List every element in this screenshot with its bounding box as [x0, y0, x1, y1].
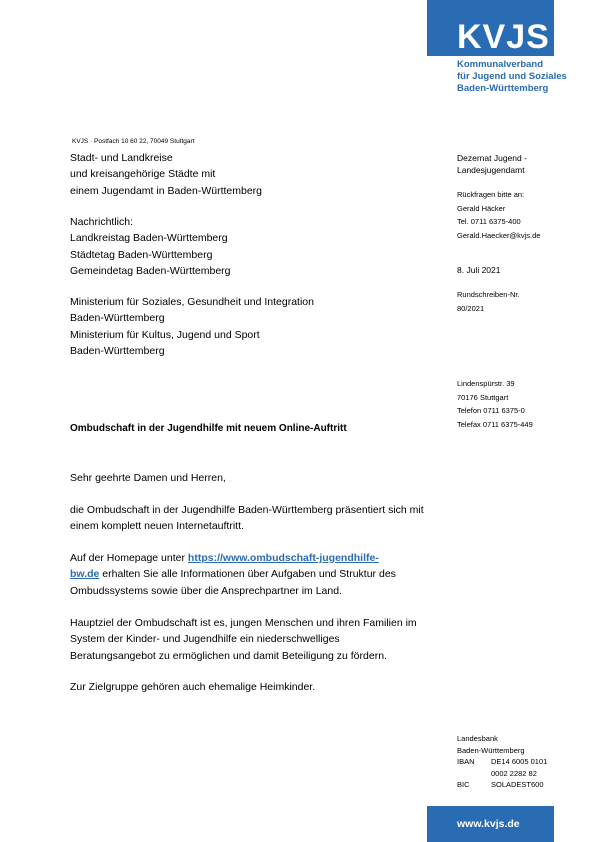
circular-label: Rundschreiben-Nr.: [457, 290, 520, 299]
logo-line: Baden-Württemberg: [457, 83, 549, 94]
recipient-line: Gemeindetag Baden-Württemberg: [70, 264, 231, 277]
recipient-block-cc: [70, 214, 231, 279]
bic-row: [457, 779, 547, 791]
paragraph-4: [70, 679, 450, 695]
letter-subject: Ombudschaft in der Jugendhilfe mit neuem Online-Auftritt: [70, 423, 347, 434]
paragraph-3: [70, 615, 450, 664]
paragraph-line: System der Kinder- und Jugendhilfe ein niederschwelliges: [70, 633, 340, 646]
iban-value: DE14 6005 0101: [491, 757, 548, 766]
contact-line: Rückfragen bitte an:: [457, 190, 525, 199]
homepage-link[interactable]: https://www.ombudschaft-jugendhilfe-: [187, 552, 379, 564]
contact-info: [457, 188, 540, 242]
bank-name: Landesbank: [457, 734, 498, 743]
address-line: Lindenspürstr. 39: [457, 379, 515, 388]
letter-date: 8. Juli 2021: [457, 265, 501, 275]
recipient-line: einem Jugendamt in Baden-Württemberg: [70, 184, 263, 197]
contact-line: Tel. 0711 6375-400: [457, 217, 521, 226]
recipient-line: Landkreistag Baden-Württemberg: [70, 232, 228, 245]
recipient-line: und kreisangehörige Städte mit: [70, 168, 216, 181]
contact-email[interactable]: Gerald.Haecker@kvjs.de: [457, 230, 541, 240]
address-line: Telefon 0711 6375-0: [457, 406, 525, 415]
department-line: Dezernat Jugend -: [457, 153, 527, 163]
logo-mark: KVJS: [457, 18, 550, 56]
paragraph-line: Ombudssystems sowie über die Ansprechpartner im Land.: [70, 584, 342, 597]
bic-label: BIC: [457, 780, 470, 789]
footer-banner: [427, 806, 554, 842]
spacer: [457, 768, 491, 780]
circular-number: [457, 288, 520, 315]
paragraph-line: [70, 566, 450, 582]
paragraph-text: Auf der Homepage unter: [70, 552, 188, 564]
logo-line: für Jugend und Soziales: [457, 71, 567, 82]
recipient-block-ministries: [70, 294, 314, 359]
paragraph-1: [70, 502, 450, 535]
paragraph-line: Beratungsangebot zu ermöglichen und damit Beteiligung zu fördern.: [70, 649, 387, 662]
paragraph-line: die Ombudschaft in der Jugendhilfe Baden-Württemberg präsentiert sich mit: [70, 504, 424, 516]
paragraph-2: [70, 550, 450, 599]
paragraph-line: Hauptziel der Ombudschaft ist es, jungen Menschen und ihren Familien im: [70, 617, 417, 629]
recipient-line: Stadt- und Landkreise: [70, 152, 173, 164]
salutation-text: Sehr geehrte Damen und Herren,: [70, 472, 226, 484]
homepage-link-cont[interactable]: bw.de: [70, 568, 100, 581]
recipient-line: Ministerium für Soziales, Gesundheit und Integration: [70, 296, 314, 308]
recipient-line: Baden-Württemberg: [70, 312, 165, 325]
iban-label: IBAN: [457, 757, 475, 766]
logo-line: Kommunalverband: [457, 59, 544, 70]
recipient-line: Städtetag Baden-Württemberg: [70, 248, 213, 261]
department-line: Landesjugendamt: [457, 165, 525, 175]
footer-url[interactable]: www.kvjs.de: [457, 818, 520, 830]
iban-row: [457, 756, 547, 768]
recipient-line: Baden-Württemberg: [70, 344, 165, 357]
recipient-line: Ministerium für Kultus, Jugend und Sport: [70, 328, 260, 341]
paragraph-line: Zur Zielgruppe gehören auch ehemalige Heimkinder.: [70, 681, 316, 693]
address-line: 70176 Stuttgart: [457, 392, 509, 402]
salutation: [70, 470, 450, 486]
paragraph-line: [70, 550, 450, 566]
sender-return-address: KVJS · Postfach 10 60 22, 70049 Stuttgart: [72, 138, 195, 145]
address-line: Telefax 0711 6375-449: [457, 419, 533, 429]
kvjs-logo: [427, 0, 554, 56]
bank-details: [457, 733, 547, 791]
circular-value: 80/2021: [457, 303, 485, 313]
recipient-block-main: [70, 150, 262, 199]
contact-line: Gerald Häcker: [457, 203, 506, 213]
bic-value: SOLADEST600: [491, 780, 544, 789]
paragraph-text: erhalten Sie alle Informationen über Aufgaben und Struktur des: [99, 568, 396, 581]
logo-subtitle: [457, 59, 567, 95]
office-address: [457, 377, 533, 431]
bank-name: Baden-Württemberg: [457, 745, 525, 755]
department: [457, 152, 527, 176]
recipient-line: Nachrichtlich:: [70, 216, 134, 228]
iban-value-cont: 0002 2282 82: [491, 768, 537, 778]
iban-row-cont: [457, 768, 547, 780]
paragraph-line: einem komplett neuen Internetauftritt.: [70, 520, 244, 533]
